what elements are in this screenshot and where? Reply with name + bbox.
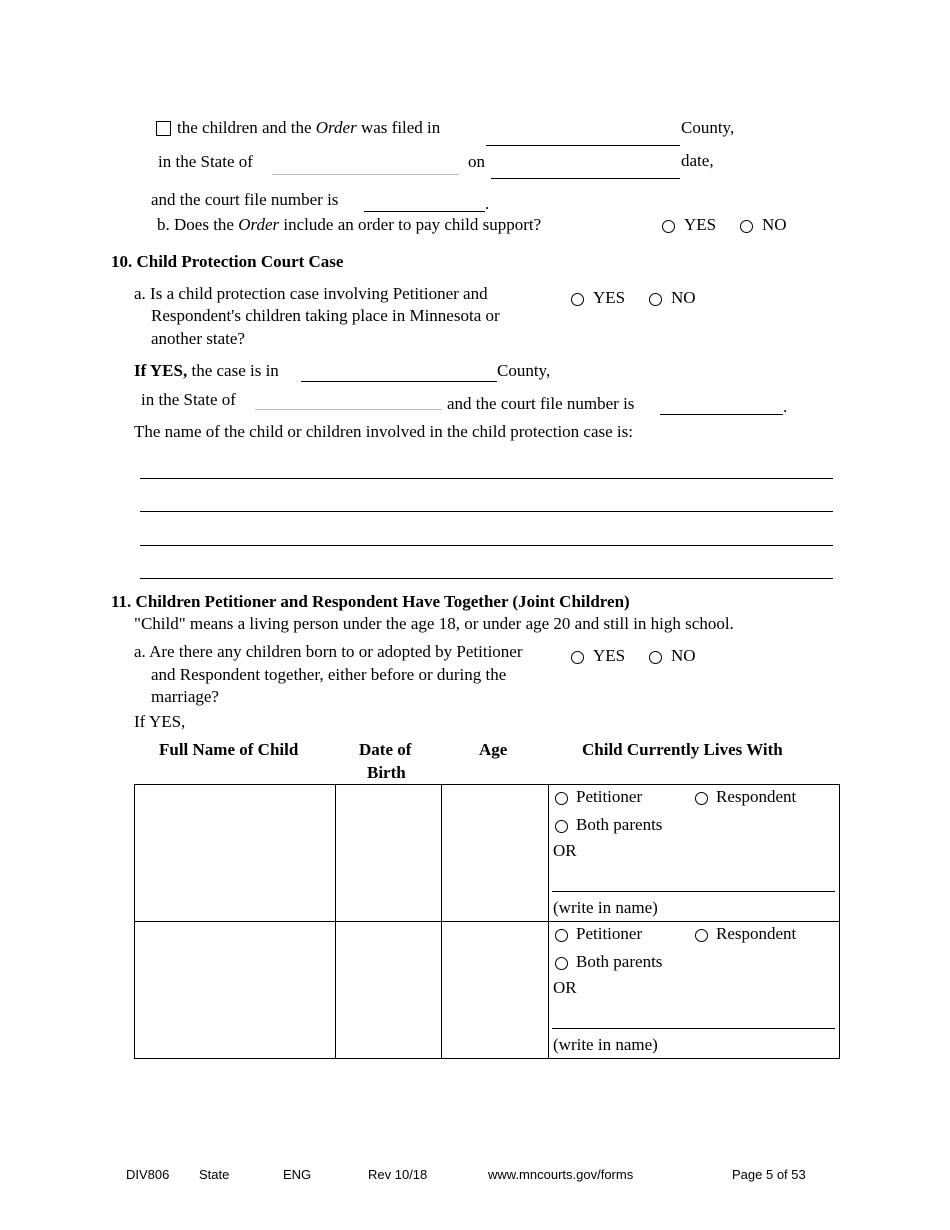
footer-form-id: DIV806 xyxy=(126,1167,170,1182)
write-in-name-field[interactable] xyxy=(552,891,835,892)
joint-children-yes-label: YES xyxy=(593,646,626,665)
case-county-label: County, xyxy=(497,361,551,380)
joint-children-question-line1: a. Are there any children born to or adopted by Petitioner xyxy=(134,642,523,661)
child-name-line-4[interactable] xyxy=(140,578,833,579)
child-support-no-radio[interactable] xyxy=(740,220,753,233)
case-state-label: in the State of xyxy=(141,390,236,409)
children-order-checkbox[interactable] xyxy=(156,121,171,136)
child-support-yes-radio[interactable] xyxy=(662,220,675,233)
child-protection-question-line3: another state? xyxy=(151,329,245,348)
lives-with-both-label: Both parents xyxy=(576,952,663,971)
child-protection-no-label: NO xyxy=(671,288,696,307)
state-label: in the State of xyxy=(158,152,253,171)
child-protection-yes-label: YES xyxy=(593,288,626,307)
table-row xyxy=(135,922,840,1059)
child-definition: "Child" means a living person under the age 18, or under age 20 and still in high school. xyxy=(134,614,734,633)
on-label: on xyxy=(468,152,485,171)
child-support-no-label: NO xyxy=(762,215,787,234)
child-protection-no-radio[interactable] xyxy=(649,293,662,306)
order-date-field[interactable] xyxy=(491,178,680,179)
write-in-name-label: (write in name) xyxy=(553,1035,658,1054)
joint-children-yes-radio[interactable] xyxy=(571,651,584,664)
child-name-cell[interactable] xyxy=(135,785,336,922)
file-number-period: . xyxy=(485,194,490,213)
lives-with-petitioner-radio[interactable] xyxy=(555,929,568,942)
lives-with-cell xyxy=(549,922,840,1059)
write-in-name-field[interactable] xyxy=(552,1028,835,1029)
lives-with-cell xyxy=(549,785,840,922)
child-dob-cell[interactable] xyxy=(336,785,442,922)
child-name-line-3[interactable] xyxy=(140,545,833,546)
column-header-lives-with: Child Currently Lives With xyxy=(582,740,783,759)
case-file-number-field[interactable] xyxy=(660,414,783,415)
date-label: date, xyxy=(681,151,714,170)
joint-children-question-line3: marriage? xyxy=(151,687,219,706)
column-header-dob-line2: Birth xyxy=(367,763,406,782)
case-file-number-label: and the court file number is xyxy=(447,394,635,413)
lives-with-petitioner-label: Petitioner xyxy=(576,787,643,806)
footer-language: ENG xyxy=(283,1167,312,1182)
child-protection-question-line1: a. Is a child protection case involving Petitioner and xyxy=(134,284,488,303)
section-10-heading: 10. Child Protection Court Case xyxy=(111,252,344,271)
county-label: County, xyxy=(681,118,735,137)
child-age-cell[interactable] xyxy=(442,922,549,1059)
lives-with-both-label: Both parents xyxy=(576,815,663,834)
section-11-heading: 11. Children Petitioner and Respondent Have Together (Joint Children) xyxy=(111,592,630,611)
or-label: OR xyxy=(553,841,577,860)
lives-with-petitioner-radio[interactable] xyxy=(555,792,568,805)
child-support-question: b. Does the Order include an order to pay child support? xyxy=(157,215,542,234)
child-age-cell[interactable] xyxy=(442,785,549,922)
order-state-field[interactable] xyxy=(272,174,459,175)
or-label: OR xyxy=(553,978,577,997)
lives-with-petitioner-label: Petitioner xyxy=(576,924,643,943)
table-row xyxy=(135,785,840,922)
joint-children-no-radio[interactable] xyxy=(649,651,662,664)
children-order-text: the children and the Order was filed in xyxy=(177,118,441,137)
if-yes-case-label: If YES, the case is in xyxy=(134,361,279,380)
order-county-field[interactable] xyxy=(486,145,680,146)
column-header-age: Age xyxy=(479,740,508,759)
lives-with-respondent-label: Respondent xyxy=(716,924,797,943)
lives-with-respondent-label: Respondent xyxy=(716,787,797,806)
joint-children-no-label: NO xyxy=(671,646,696,665)
child-name-line-2[interactable] xyxy=(140,511,833,512)
footer-url[interactable]: www.mncourts.gov/forms xyxy=(488,1167,634,1182)
case-county-field[interactable] xyxy=(301,381,497,382)
if-yes-label: If YES, xyxy=(134,712,186,731)
column-header-dob-line1: Date of xyxy=(359,740,412,759)
joint-children-table xyxy=(134,784,840,1059)
child-support-yes-label: YES xyxy=(684,215,717,234)
footer-page: Page 5 of 53 xyxy=(732,1167,806,1182)
case-state-field[interactable] xyxy=(255,409,442,410)
order-file-number-field[interactable] xyxy=(364,211,485,212)
write-in-name-label: (write in name) xyxy=(553,898,658,917)
lives-with-respondent-radio[interactable] xyxy=(695,929,708,942)
lives-with-respondent-radio[interactable] xyxy=(695,792,708,805)
court-file-number-label: and the court file number is xyxy=(151,190,339,209)
lives-with-both-radio[interactable] xyxy=(555,820,568,833)
footer-jurisdiction: State xyxy=(199,1167,230,1182)
joint-children-question-line2: and Respondent together, either before or during the xyxy=(151,665,507,684)
child-name-cell[interactable] xyxy=(135,922,336,1059)
lives-with-both-radio[interactable] xyxy=(555,957,568,970)
child-protection-question-line2: Respondent's children taking place in Minnesota or xyxy=(151,306,500,325)
case-file-number-period: . xyxy=(783,397,788,416)
child-dob-cell[interactable] xyxy=(336,922,442,1059)
child-name-line-1[interactable] xyxy=(140,478,833,479)
column-header-name: Full Name of Child xyxy=(159,740,299,759)
child-protection-yes-radio[interactable] xyxy=(571,293,584,306)
child-names-label: The name of the child or children involved in the child protection case is: xyxy=(134,422,633,441)
footer-revision: Rev 10/18 xyxy=(368,1167,428,1182)
